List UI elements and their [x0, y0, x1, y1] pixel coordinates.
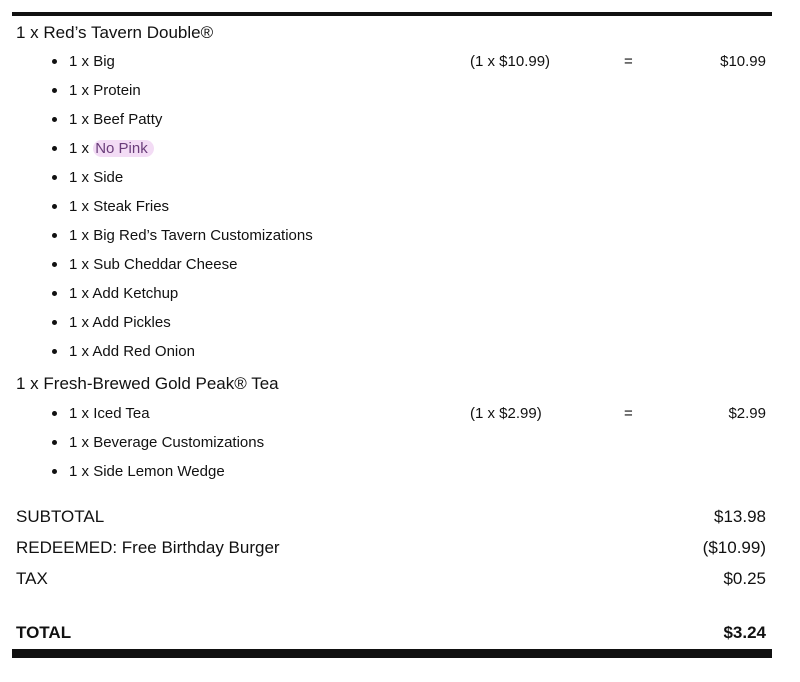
- modifier-qty: 1 x: [69, 343, 90, 360]
- equals-sign: =: [624, 53, 633, 70]
- modifier-qty: 1 x: [69, 227, 90, 244]
- bullet-icon: [52, 204, 57, 209]
- bullet-icon: [52, 291, 57, 296]
- modifier-text: Add Red Onion: [92, 343, 195, 360]
- modifier-qty: 1 x: [69, 256, 90, 273]
- modifier-qty: 1 x: [69, 111, 90, 128]
- tax-label: TAX: [16, 569, 48, 588]
- redeemed-label: REDEEMED: Free Birthday Burger: [16, 538, 280, 557]
- modifier-qty: 1 x: [69, 53, 90, 70]
- modifier-text: Big Red’s Tavern Customizations: [93, 227, 313, 244]
- tax-value: $0.25: [723, 569, 766, 588]
- item-unit-calc: (1 x $2.99): [470, 405, 542, 422]
- modifier-text: Add Pickles: [92, 314, 171, 331]
- modifier-text: Steak Fries: [93, 198, 170, 215]
- modifier-iced-tea: [52, 404, 150, 424]
- modifier-qty: 1 x: [69, 463, 90, 480]
- total-label: TOTAL: [16, 623, 72, 642]
- item-title-reds-tavern-double: 1 x Red’s Tavern Double®: [16, 23, 214, 42]
- modifier-side-lemon-wedge: [52, 462, 225, 482]
- modifier-text: Beef Patty: [93, 111, 163, 128]
- modifier-protein: [52, 81, 141, 101]
- modifier-big: [52, 52, 115, 72]
- modifier-sub-cheddar: [52, 255, 237, 275]
- total-value: $3.24: [723, 623, 766, 642]
- bullet-icon: [52, 262, 57, 267]
- top-divider: [12, 12, 772, 16]
- modifier-qty: 1 x: [69, 169, 90, 186]
- modifier-no-pink: [52, 139, 154, 159]
- redeemed-value: ($10.99): [702, 538, 766, 557]
- modifier-qty: 1 x: [69, 140, 90, 157]
- bullet-icon: [52, 88, 57, 93]
- modifier-side: [52, 168, 123, 188]
- bullet-icon: [52, 320, 57, 325]
- bottom-divider: [12, 649, 772, 658]
- item-line-price: $2.99: [728, 405, 766, 422]
- bullet-icon: [52, 59, 57, 64]
- equals-sign: =: [624, 405, 633, 422]
- bullet-icon: [52, 146, 57, 151]
- bullet-icon: [52, 233, 57, 238]
- bullet-icon: [52, 469, 57, 474]
- modifier-text: Beverage Customizations: [93, 434, 265, 451]
- modifier-text: Side Lemon Wedge: [93, 463, 225, 480]
- bullet-icon: [52, 411, 57, 416]
- modifier-steak-fries: [52, 197, 169, 217]
- bullet-icon: [52, 175, 57, 180]
- subtotal-value: $13.98: [714, 507, 766, 526]
- modifier-add-red-onion: [52, 342, 195, 362]
- modifier-qty: 1 x: [69, 198, 90, 215]
- modifier-text: Add Ketchup: [92, 285, 179, 302]
- modifier-text: Iced Tea: [93, 405, 150, 422]
- modifier-qty: 1 x: [69, 405, 90, 422]
- modifier-text: Big: [93, 53, 115, 70]
- modifier-qty: 1 x: [69, 82, 90, 99]
- subtotal-label: SUBTOTAL: [16, 507, 105, 526]
- bullet-icon: [52, 349, 57, 354]
- modifier-add-ketchup: [52, 284, 178, 304]
- modifier-beef-patty: [52, 110, 162, 130]
- modifier-text: Protein: [93, 82, 141, 99]
- modifier-customizations: [52, 226, 313, 246]
- modifier-beverage-customizations: [52, 433, 264, 453]
- modifier-text: Side: [93, 169, 124, 186]
- bullet-icon: [52, 440, 57, 445]
- bullet-icon: [52, 117, 57, 122]
- modifier-text: Sub Cheddar Cheese: [93, 256, 238, 273]
- modifier-add-pickles: [52, 313, 171, 333]
- highlighted-modifier-text: No Pink: [93, 140, 154, 157]
- modifier-qty: 1 x: [69, 314, 90, 331]
- item-unit-calc: (1 x $10.99): [470, 53, 551, 70]
- modifier-qty: 1 x: [69, 285, 90, 302]
- item-line-price: $10.99: [720, 53, 766, 70]
- item-title-gold-peak-tea: 1 x Fresh-Brewed Gold Peak® Tea: [16, 374, 279, 393]
- modifier-qty: 1 x: [69, 434, 90, 451]
